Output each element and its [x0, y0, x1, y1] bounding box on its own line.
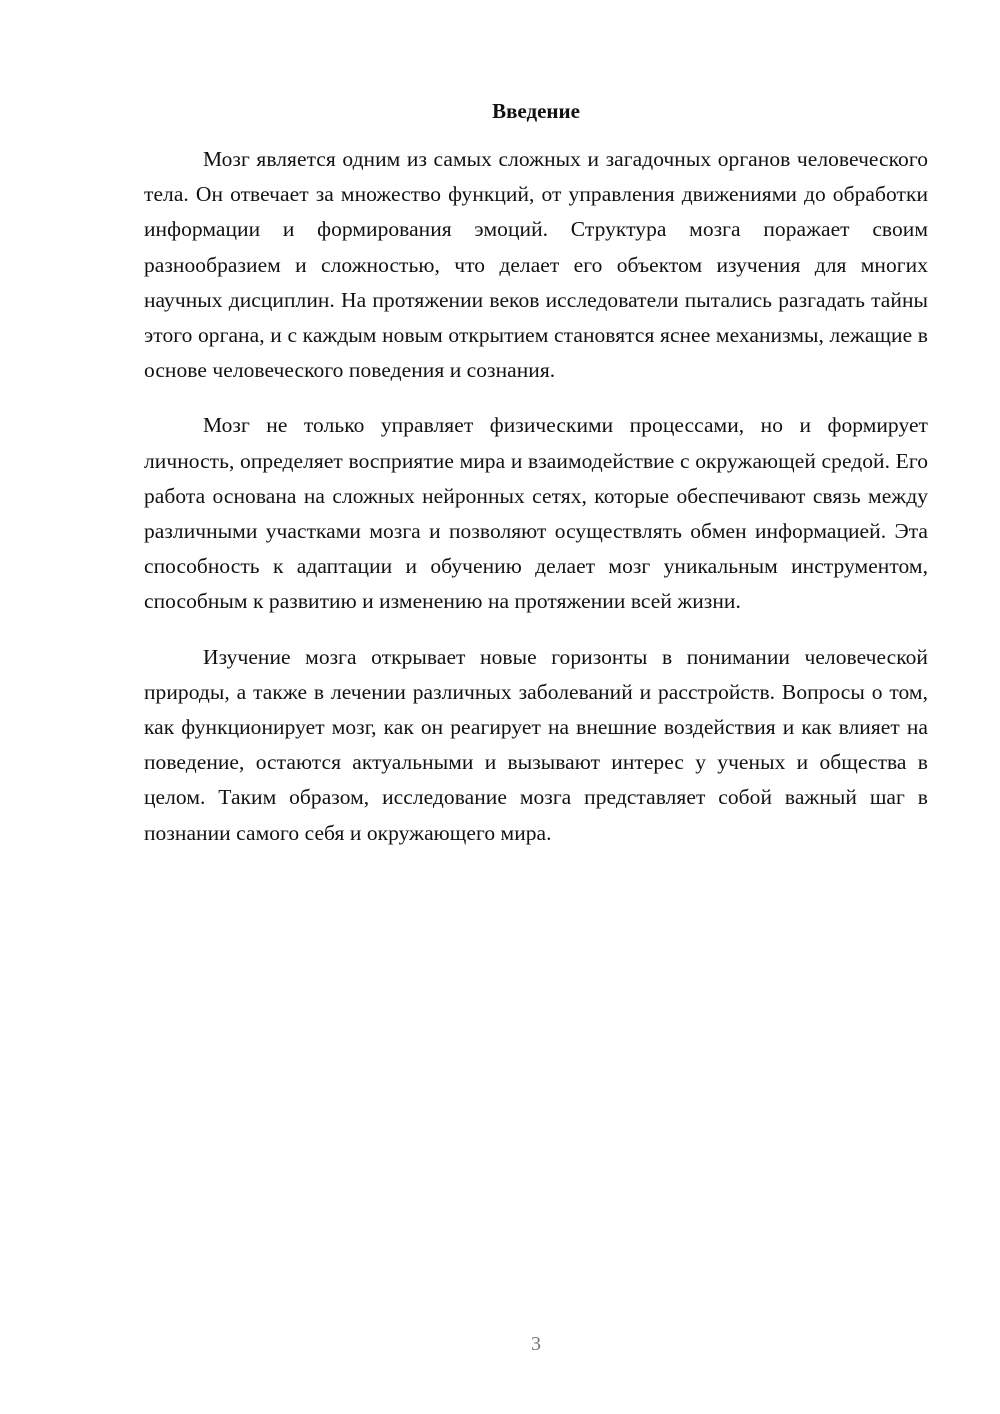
page-title: Введение: [492, 99, 580, 123]
document-body: [144, 142, 928, 871]
paragraph-3: Изучение мозга открывает новые горизонты в понимании человеческой природы, а также в лечении различных заболеваний и расстройств. Вопросы о том, как функционирует мозг, как он реагирует на внешние воздействия и как влияет на поведение, остаются актуальными и вызывают интерес у ученых и общества в целом. Таким образом, исследование мозга представляет собой важный шаг в познании самого себя и окружающего мира.: [144, 644, 928, 845]
page-number: 3: [531, 1333, 541, 1355]
paragraph-2: Мозг не только управляет физическими процессами, но и формирует личность, определяет восприятие мира и взаимодействие с окружающей средой. Его работа основана на сложных нейронных сетях, которые обеспечивают связь между различными участками мозга и позволяют осуществлять обмен информацией. Эта способность к адаптации и обучению делает мозг уникальным инструментом, способным к развитию и изменению на протяжении всей жизни.: [144, 413, 928, 614]
paragraph-1: Мозг является одним из самых сложных и загадочных органов человеческого тела. Он отвечает за множество функций, от управления движениями до обработки информации и формирования эмоций. Структура мозга поражает своим разнообразием и сложностью, что делает его объектом изучения для многих научных дисциплин. На протяжении веков исследователи пытались разгадать тайны этого органа, и с каждым новым открытием становятся яснее механизмы, лежащие в основе человеческого поведения и сознания.: [144, 147, 928, 383]
